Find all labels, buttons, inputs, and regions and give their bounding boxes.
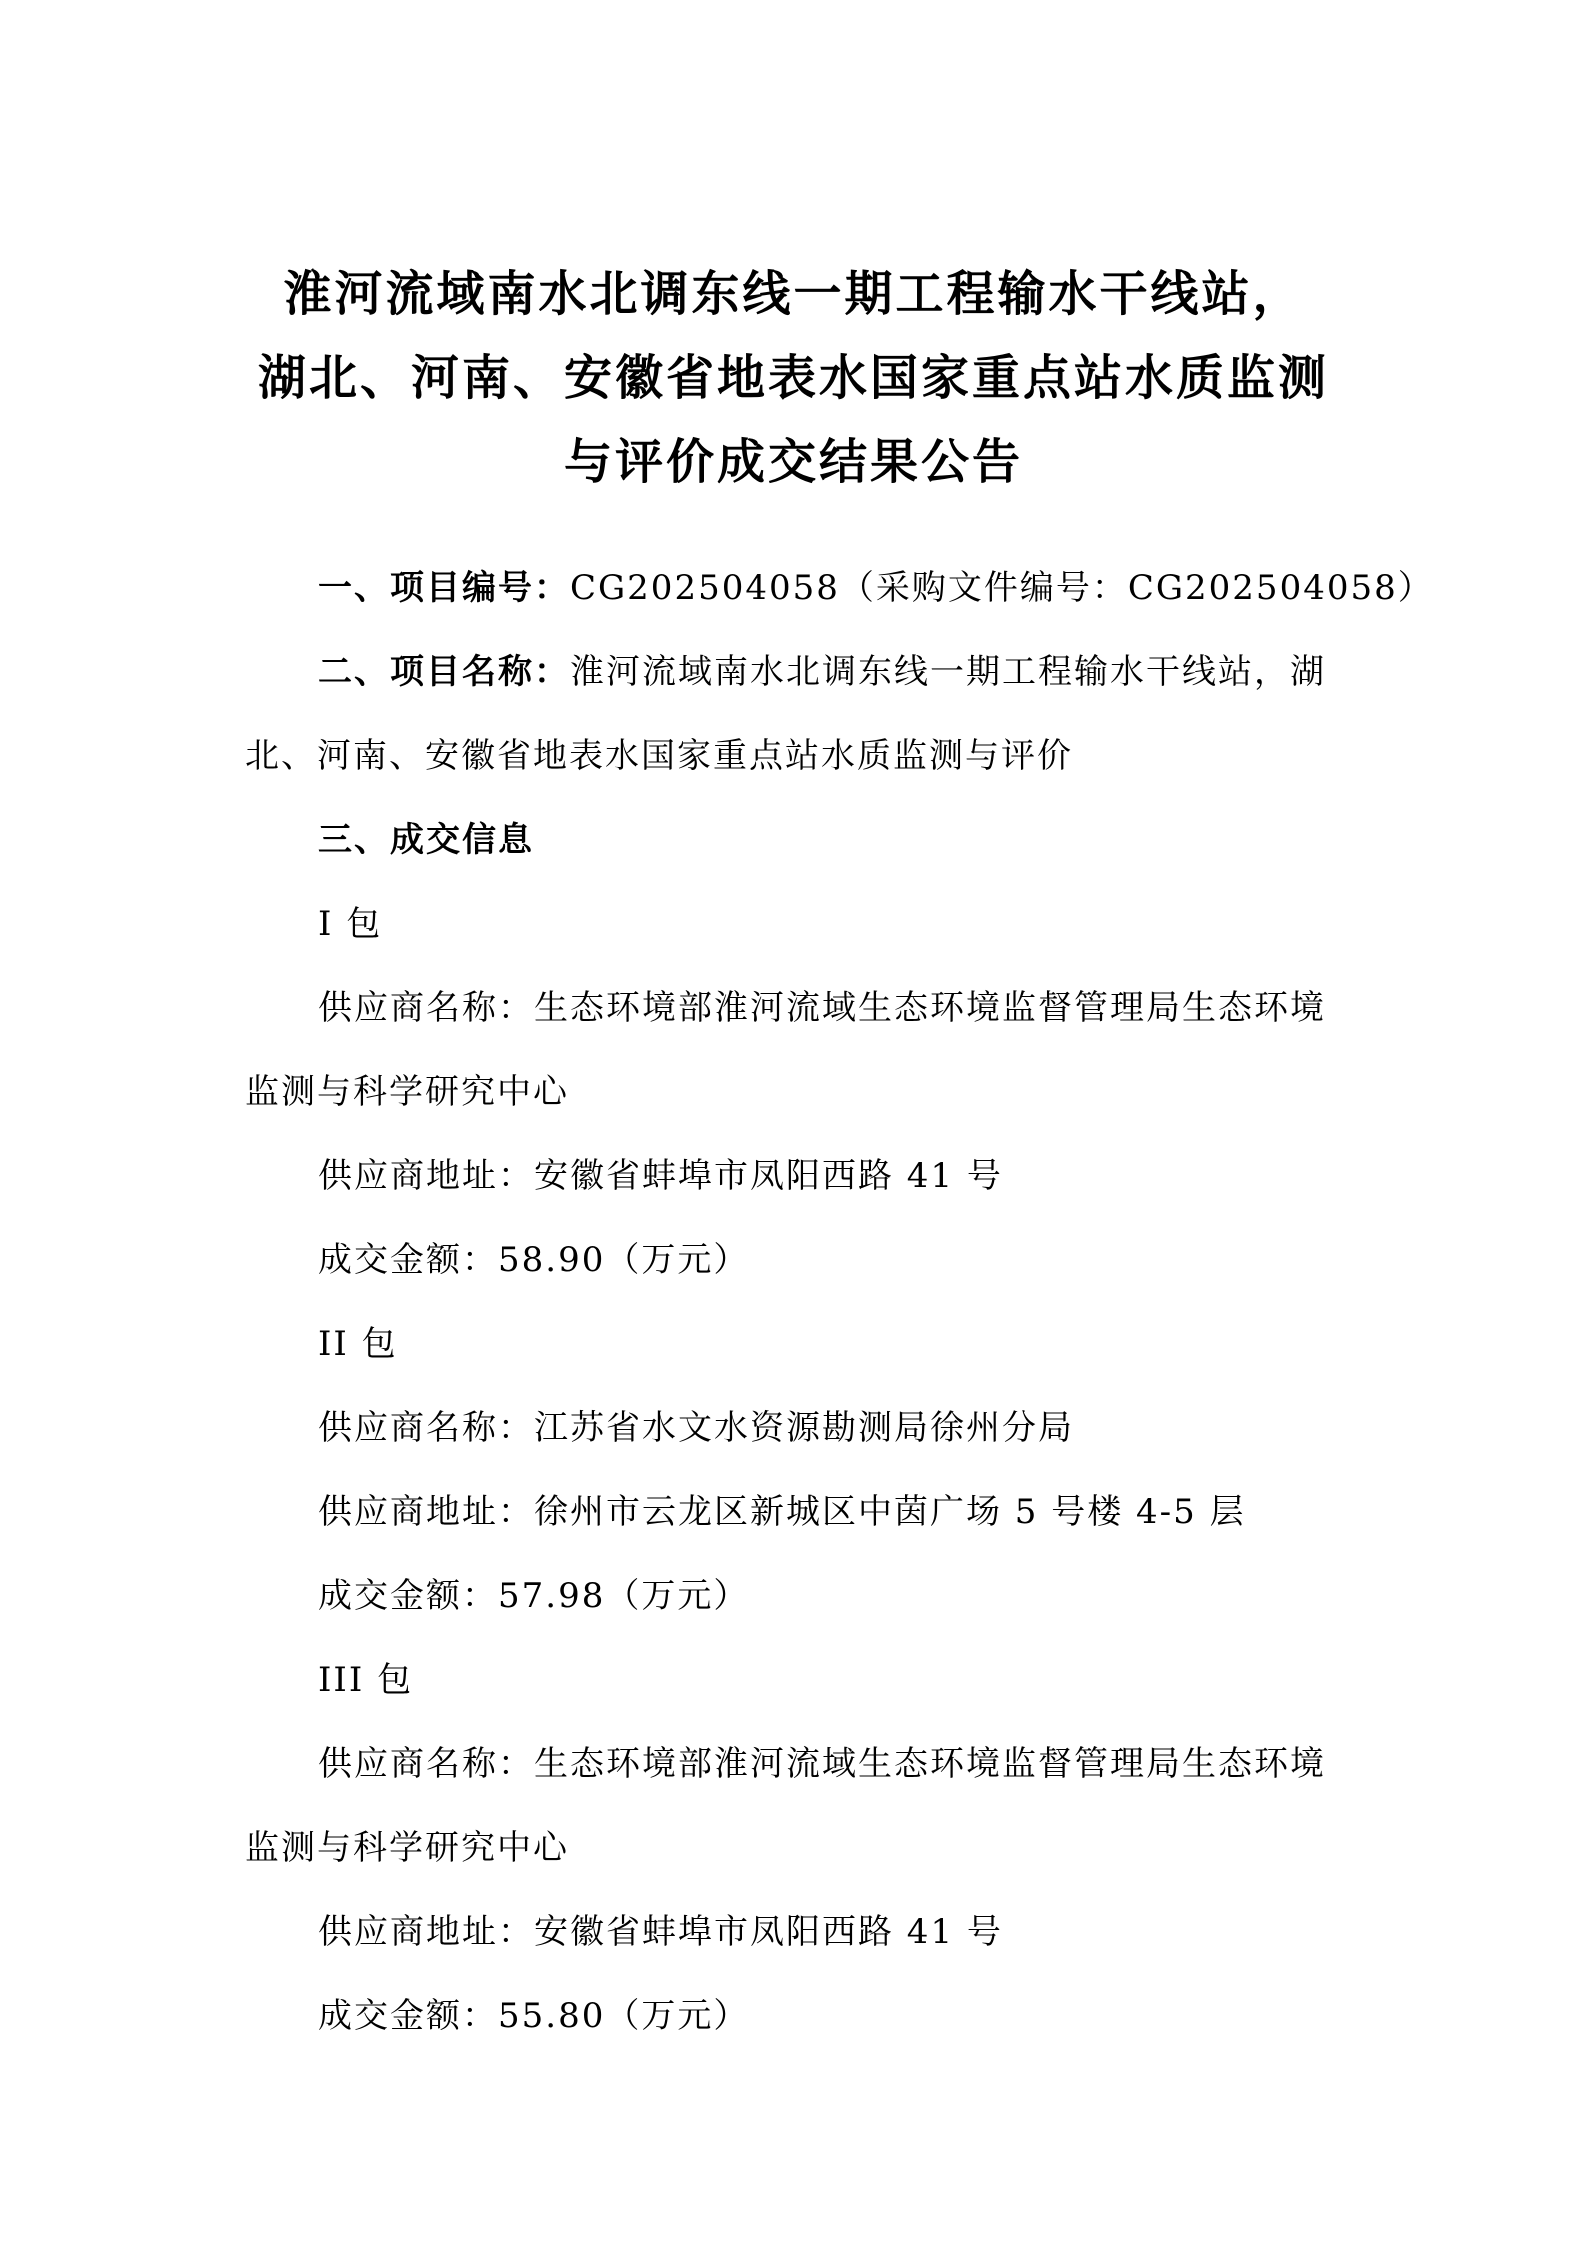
title-line-1: 淮河流域南水北调东线一期工程输水干线站，: [283, 266, 1304, 322]
project-name: [318, 652, 1326, 692]
project-name-value-line-2: 北、河南、安徽省地表水国家重点站水质监测与评价: [245, 736, 1073, 776]
project-name-label: 二、项目名称：: [318, 652, 570, 692]
project-name-value-line-1: 淮河流域南水北调东线一期工程输水干线站，湖: [570, 652, 1326, 692]
package-3-supplier-line-1: 供应商名称：生态环境部淮河流域生态环境监督管理局生态环境: [318, 1744, 1326, 1784]
project-number-value: CG202504058（采购文件编号：CG202504058）: [570, 568, 1434, 608]
package-1-supplier-line-2: 监测与科学研究中心: [245, 1072, 569, 1112]
project-number-label: 一、项目编号：: [318, 568, 570, 608]
package-1-amount: 成交金额：58.90（万元）: [318, 1240, 750, 1280]
package-2-address: 供应商地址：徐州市云龙区新城区中茵广场 5 号楼 4-5 层: [318, 1492, 1246, 1532]
package-2-supplier: 供应商名称：江苏省水文水资源勘测局徐州分局: [318, 1408, 1074, 1448]
package-2-amount: 成交金额：57.98（万元）: [318, 1576, 750, 1616]
package-3-supplier-line-2: 监测与科学研究中心: [245, 1828, 569, 1868]
title-line-2: 湖北、河南、安徽省地表水国家重点站水质监测: [257, 350, 1329, 406]
deal-info-heading: 三、成交信息: [318, 820, 534, 860]
package-1-name: I 包: [318, 904, 383, 944]
package-3-address: 供应商地址：安徽省蚌埠市凤阳西路 41 号: [318, 1912, 1003, 1952]
package-3-amount: 成交金额：55.80（万元）: [318, 1996, 750, 2036]
package-1-address: 供应商地址：安徽省蚌埠市凤阳西路 41 号: [318, 1156, 1003, 1196]
announcement-title: [240, 252, 1347, 504]
package-3-name: III 包: [318, 1660, 414, 1700]
project-number: [318, 568, 1434, 608]
package-2-name: II 包: [318, 1324, 398, 1364]
package-1-supplier-line-1: 供应商名称：生态环境部淮河流域生态环境监督管理局生态环境: [318, 988, 1326, 1028]
title-line-3: 与评价成交结果公告: [563, 434, 1023, 490]
